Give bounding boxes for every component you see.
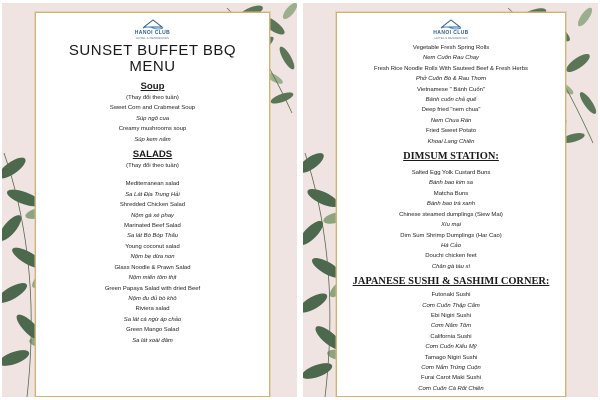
menu-item: Salted Egg Yolk Custard Buns — [411, 170, 491, 177]
menu-item: Fried Sweet Potato — [425, 128, 477, 135]
menu-title — [36, 43, 269, 74]
section-heading-dimsum: DIMSUM STATION: — [403, 151, 499, 163]
menu-item: Matcha Buns — [433, 190, 469, 197]
menu-item-vietnamese: Sa lát cá ngừ áp chảo — [123, 316, 182, 323]
salads-list — [36, 179, 269, 346]
hotel-logo-icon — [142, 19, 164, 30]
menu-item: Douchi chicken feet — [425, 253, 477, 260]
menu-item: Marinated Beef Salad — [124, 223, 181, 230]
menu-item-vietnamese: Nộm bẹ dừa non — [130, 254, 175, 261]
menu-item-vietnamese: Súp ngô cua — [135, 115, 170, 122]
menu-item-vietnamese: Nem Chua Rán — [430, 117, 472, 124]
menu-item-vietnamese: Bánh cuốn chả quế — [425, 97, 477, 104]
menu-item: California Sushi — [430, 333, 472, 340]
menu-item-vietnamese: Sa lát xoài đâm — [132, 337, 173, 344]
starter-list — [337, 43, 565, 147]
menu-item-vietnamese: Cơm Cuốn Thập Cẩm — [422, 302, 480, 309]
menu-item-vietnamese: Súp kem nấm — [134, 136, 171, 143]
menu-item: Shredded Chicken Salad — [119, 202, 186, 209]
menu-item-vietnamese: Khoai Lang Chiên — [427, 138, 475, 145]
soup-list — [36, 103, 269, 145]
menu-title-line1: SUNSET BUFFET BBQ — [68, 42, 237, 59]
logo-subtitle: HOTEL & RESIDENCES — [434, 36, 468, 40]
menu-item: Vietnamese " Bánh Cuốn" — [417, 86, 485, 93]
menu-item: Creamy mushrooms soup — [118, 126, 187, 133]
menu-item: Chinese steamed dumplings (Siew Mai) — [399, 211, 503, 218]
menu-title-line2: MENU — [129, 57, 176, 75]
menu-item-vietnamese: Cơm Nắm Trứng Cuộn — [421, 364, 481, 371]
menu-item: Young coconut salad — [125, 243, 180, 250]
menu-item: Green Mango Salad — [126, 327, 179, 334]
menu-item-vietnamese: Phở Cuốn Bò & Rau Thơm — [415, 76, 487, 83]
menu-item-vietnamese: Bánh bao trà xanh — [426, 201, 476, 208]
sushi-list — [337, 290, 565, 394]
menu-content-right — [337, 43, 565, 394]
menu-item: Deep fried "nem chua" — [421, 107, 481, 114]
menu-item-vietnamese: Cơm Cuốn Cà Rốt Chiên — [418, 385, 484, 392]
section-heading-sushi: JAPANESE SUSHI & SASHIMI CORNER: — [352, 276, 550, 288]
menu-item: Dim Sum Shrimp Dumplings (Har Cao) — [400, 232, 502, 239]
menu-item: Riviera salad — [135, 306, 170, 313]
menu-item-vietnamese: Xíu mại — [441, 222, 461, 229]
logo-name: HANOI CLUB — [134, 30, 171, 36]
menu-item-vietnamese: Bánh bao kim sa — [429, 180, 473, 187]
menu-item-vietnamese: Há Cảo — [441, 242, 461, 249]
menu-item: Futonaki Sushi — [431, 292, 471, 299]
menu-item: Furai Carot Maki Sushi — [421, 375, 481, 382]
menu-card-left — [35, 12, 270, 397]
menu-page-right — [303, 3, 598, 397]
menu-item: Ebi Nigiri Sushi — [431, 312, 471, 319]
menu-item: Tamago Nigiri Sushi — [424, 354, 478, 361]
section-heading-salads: SALADS — [132, 149, 173, 161]
menu-item-vietnamese: Nộm miến tôm thịt — [128, 275, 177, 282]
menu-card-right — [336, 12, 566, 397]
menu-page-left — [2, 3, 297, 397]
soup-note: (Thay đổi theo tuần) — [126, 95, 179, 101]
menu-item-vietnamese: Cơm Cuốn Kiểu Mỹ — [425, 344, 477, 351]
menu-item-vietnamese: Nem Cuốn Rau Chay — [423, 55, 479, 62]
menu-item-vietnamese: Cơm Nắm Tôm — [430, 323, 472, 330]
menu-item-vietnamese: Chân gà tàu xì — [431, 263, 471, 270]
section-heading-soup: Soup — [140, 81, 165, 92]
menu-item: Green Papaya Salad with dried Beef — [104, 285, 201, 292]
logo-name: HANOI CLUB — [433, 30, 469, 36]
hotel-logo — [421, 19, 481, 40]
menu-item-vietnamese: Nộm đu đủ bò khô — [128, 295, 177, 302]
logo-subtitle: HOTEL & RESIDENCES — [135, 36, 170, 40]
menu-item: Mediterranean salad — [125, 181, 180, 188]
menu-item: Vegetable Fresh Spring Rolls — [412, 45, 490, 51]
menu-item: Glass Noodle & Prawn Salad — [114, 264, 191, 271]
hotel-logo — [123, 19, 183, 40]
menu-item: Sweet Corn and Crabmeat Soup — [109, 105, 196, 112]
menu-item-vietnamese: Sa lát Bò Bóp Thấu — [126, 233, 179, 240]
menu-item-vietnamese: Nộm gà xé phay — [131, 212, 174, 219]
menu-item: Fresh Rice Noodle Rolls With Sauteed Beef & Fresh Herbs — [374, 65, 528, 72]
dimsum-list — [337, 168, 565, 272]
hotel-logo-icon — [440, 19, 462, 30]
menu-item-vietnamese: Sa Lát Địa Trung Hải — [125, 191, 180, 198]
salads-note: (Thay đổi theo tuần) — [126, 163, 179, 170]
menu-content-left — [36, 43, 269, 346]
